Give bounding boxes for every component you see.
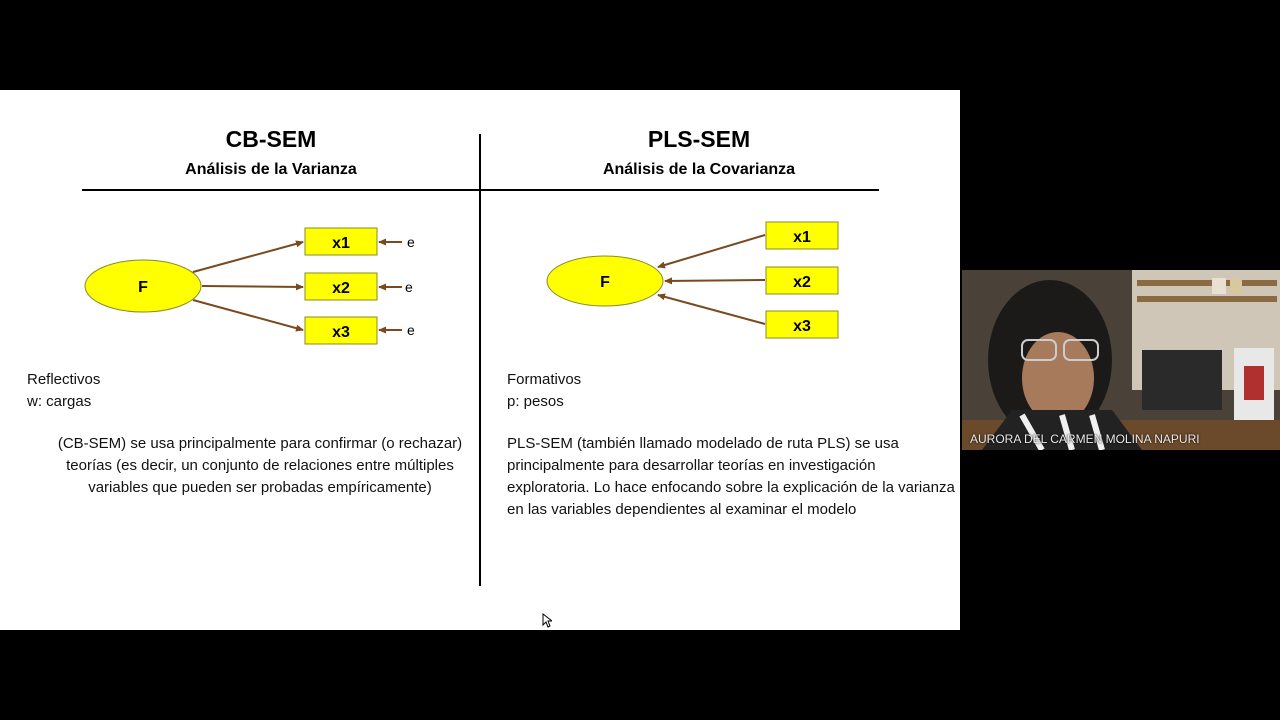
left-subtitle: Análisis de la Varianza bbox=[185, 161, 357, 178]
arrow-f-x3 bbox=[193, 300, 303, 330]
right-title: PLS-SEM bbox=[647, 126, 751, 152]
left-title: CB-SEM bbox=[225, 126, 317, 152]
participant-video-frame bbox=[962, 270, 1280, 450]
item-label-x1: x1 bbox=[793, 229, 811, 246]
error-label-x1: e bbox=[407, 234, 415, 250]
factor-label: F bbox=[600, 274, 610, 291]
error-label-x2: e bbox=[405, 279, 413, 295]
item-label-x3: x3 bbox=[793, 318, 811, 335]
left-description: (CB-SEM) se usa principalmente para confirmar (o rechazar) teorías (es decir, un conjunto de relaciones entre múltiples variables que pueden ser probadas empíricamente) bbox=[57, 435, 463, 496]
right-description: PLS-SEM (también llamado modelado de ruta PLS) se usa principalmente para desarrollar teorías en investigación exploratoria. Lo hace enfocando sobre la explicación de la varianza en las variables dependientes al examinar el modelo bbox=[507, 435, 955, 518]
path-diagrams bbox=[0, 90, 960, 630]
mouse-cursor-icon bbox=[542, 613, 552, 629]
right-subtitle: Análisis de la Covarianza bbox=[602, 161, 796, 178]
participant-name: AURORA DEL CARMEN MOLINA NAPURI bbox=[970, 432, 1200, 446]
formative-diagram bbox=[547, 222, 838, 338]
item-label-x1: x1 bbox=[332, 235, 350, 252]
item-label-x3: x3 bbox=[332, 324, 350, 341]
item-label-x2: x2 bbox=[793, 274, 811, 291]
left-model-type: Reflectivos bbox=[27, 371, 101, 388]
right-weights: p: pesos bbox=[507, 393, 564, 410]
presentation-slide bbox=[0, 90, 960, 630]
arrow-x1-f bbox=[658, 235, 765, 267]
participant-video-tile[interactable] bbox=[962, 270, 1280, 450]
arrow-f-x1 bbox=[193, 242, 303, 272]
arrow-x2-f bbox=[665, 280, 765, 281]
left-weights: w: cargas bbox=[27, 393, 92, 410]
error-label-x3: e bbox=[407, 322, 415, 338]
right-model-type: Formativos bbox=[507, 371, 582, 388]
item-label-x2: x2 bbox=[332, 280, 350, 297]
arrow-x3-f bbox=[658, 295, 765, 324]
arrow-f-x2 bbox=[202, 286, 303, 287]
reflective-diagram bbox=[85, 228, 415, 344]
factor-label: F bbox=[138, 279, 148, 296]
